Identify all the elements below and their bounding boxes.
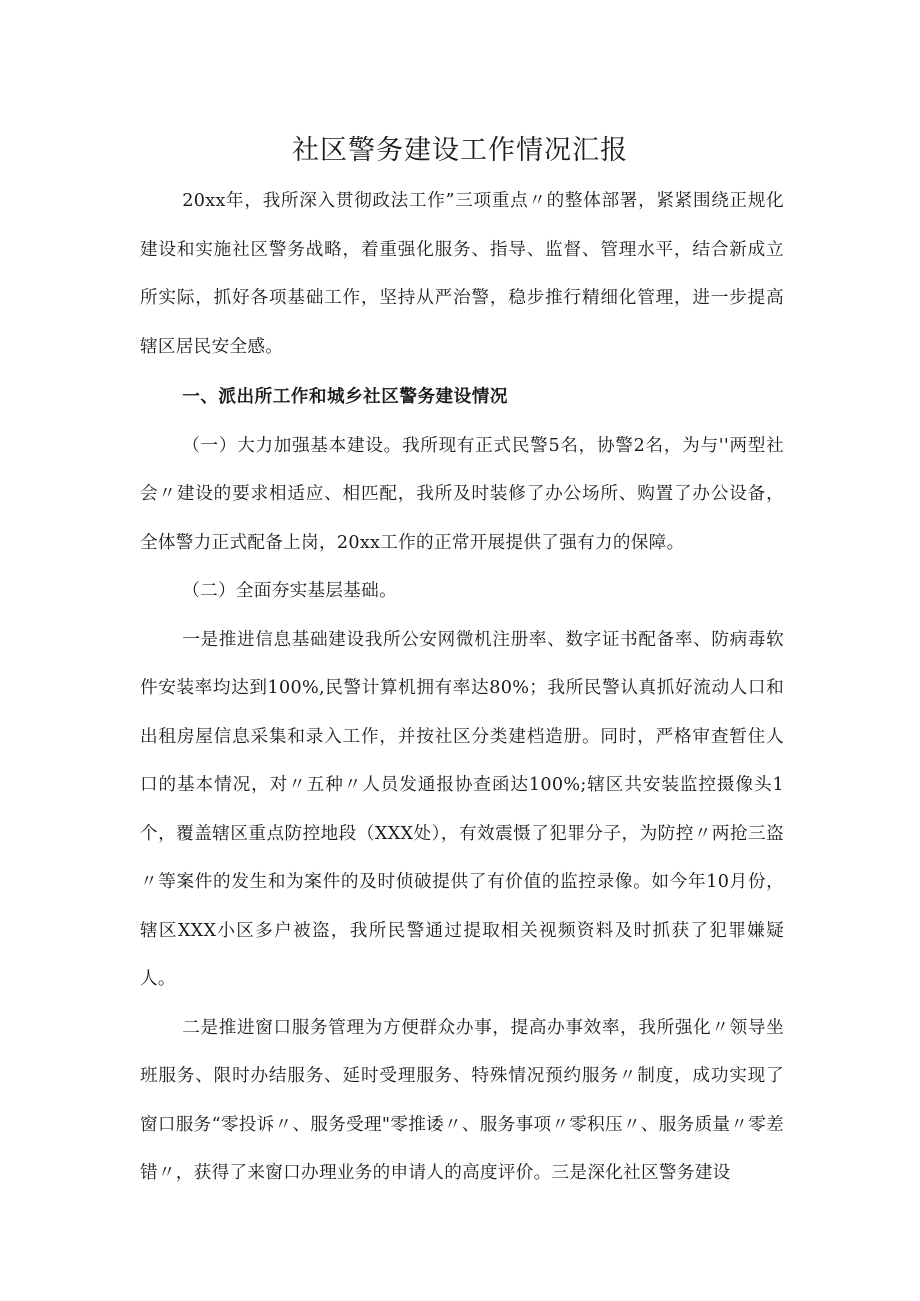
paragraph-basic-construction: （一）大力加强基本建设。我所现有正式民警5名，协警2名，为与''两型社会〃建设的要求相适应、相匹配，我所及时装修了办公场所、购置了办公设备，全体警力正式配备上岗，20xx工作的正常开展提供了强有力的保障。 — [140, 435, 784, 553]
document-title: 社区警务建设工作情况汇报 — [292, 135, 628, 166]
paragraph-information-infrastructure: 一是推进信息基础建设我所公安网微机注册率、数字证书配备率、防病毒软件安装率均达到100%,民警计算机拥有率达80%；我所民警认真抓好流动人口和出租房屋信息采集和录入工作，并按社区分类建档造册。同时，严格审查暂住人口的基本情况，对〃五种〃人员发通报协查函达100%;辖区共安装监控摄像头1个，覆盖辖区重点防控地段（XXX处），有效震慑了犯罪分子，为防控〃两抢三盗〃等案件的发生和为案件的及时侦破提供了有价值的监控录像。如今年10月份，辖区XXX小区多户被盗，我所民警通过提取相关视频资料及时抓获了犯罪嫌疑人。 — [140, 629, 784, 989]
document-body — [140, 177, 784, 1198]
paragraph-intro: 20xx年，我所深入贯彻政法工作”三项重点〃的整体部署，紧紧围绕正规化建设和实施社区警务战略，着重强化服务、指导、监督、管理水平，结合新成立所实际，抓好各项基础工作，坚持从严治警，稳步推行精细化管理，进一步提高辖区居民安全感。 — [140, 191, 784, 357]
section-heading-1: 一、派出所工作和城乡社区警务建设情况 — [182, 387, 508, 407]
paragraph-grassroots-foundation: （二）全面夯实基层基础。 — [182, 581, 397, 601]
paragraph-window-service: 二是推进窗口服务管理为方便群众办事，提高办事效率，我所强化〃领导坐班服务、限时办结服务、延时受理服务、特殊情况预约服务〃制度，成功实现了窗口服务“零投诉〃、服务受理"零推诿〃、服务事项〃零积压〃、服务质量〃零差错〃，获得了来窗口办理业务的申请人的高度评价。三是深化社区警务建设 — [140, 1017, 784, 1183]
